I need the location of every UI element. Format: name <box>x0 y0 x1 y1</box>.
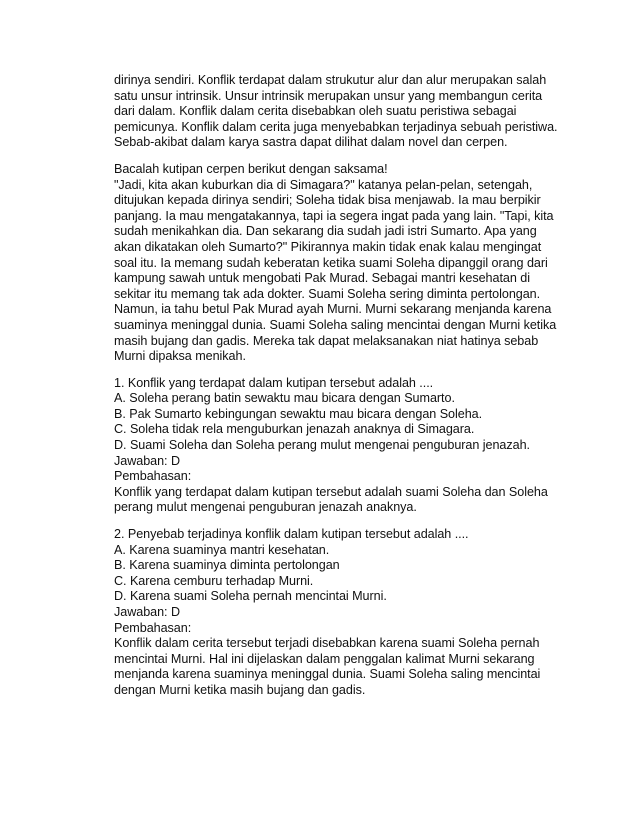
text-line: kampung sawah untuk mengobati Pak Murad. Sebagai mantri kesehatan di <box>114 271 530 286</box>
intro-paragraph <box>114 73 558 151</box>
text-line: "Jadi, kita akan kuburkan dia di Simagara?" katanya pelan-pelan, setengah, <box>114 177 533 192</box>
question-text: 1. Konflik yang terdapat dalam kutipan tersebut adalah .... <box>114 375 434 390</box>
question-1-block <box>114 375 548 516</box>
paragraph-gap <box>114 365 534 376</box>
text-line: masih bujang dan gadis. Mereka tak dapat melaksanakan niat hatinya sebab <box>114 333 539 348</box>
text-line: panjang. Ia mau mengatakannya, tapi ia segera ingat pada yang lain. "Tapi, kita <box>114 208 554 223</box>
text-line: akan dikatakan oleh Sumarto?" Pikirannya makin tidak enak kalau mengingat <box>114 239 542 254</box>
document-page <box>114 73 558 699</box>
answer-option: D. Karena suami Soleha pernah mencintai Murni. <box>114 589 387 604</box>
answer-option: C. Karena cemburu terhadap Murni. <box>114 573 314 588</box>
explanation-heading: Pembahasan: <box>114 469 192 484</box>
text-line: ditujukan kepada dirinya sendiri; Soleha tidak bisa menjawab. Ia mau berpikir <box>114 193 541 208</box>
answer-option: A. Soleha perang batin sewaktu mau bicara dengan Sumarto. <box>114 391 455 406</box>
explanation-text: dengan Murni ketika masih bujang dan gadis. <box>114 682 366 697</box>
text-line: satu unsur intrinsik. Unsur intrinsik merupakan unsur yang membangun cerita <box>114 88 543 103</box>
question-2-block <box>114 527 541 699</box>
answer-key: Jawaban: D <box>114 605 181 619</box>
explanation-heading: Pembahasan: <box>114 620 192 635</box>
text-line: pemicunya. Konflik dalam cerita juga menyebabkan terjadinya sebuah peristiwa. <box>114 119 558 134</box>
text-line: soal itu. Ia memang sudah keberatan ketika suami Soleha dipanggil orang dari <box>114 255 548 270</box>
text-line: Bacalah kutipan cerpen berikut dengan saksama! <box>114 161 388 176</box>
text-line: Murni dipaksa menikah. <box>114 349 246 364</box>
answer-option: D. Suami Soleha dan Soleha perang mulut mengenai penguburan jenazah. <box>114 438 530 453</box>
text-line: sudah menikahkan dia. Dan sekarang dia sudah jadi istri Sumarto. Apa yang <box>114 224 537 239</box>
explanation-text: menjanda karena suaminya meninggal dunia. Suami Soleha saling mencintai <box>114 667 541 682</box>
answer-option: C. Soleha tidak rela menguburkan jenazah anaknya di Simagara. <box>114 422 475 437</box>
explanation-text: Konflik dalam cerita tersebut terjadi disebabkan karena suami Soleha pernah <box>114 636 540 651</box>
text-line: dari dalam. Konflik dalam cerita disebabkan oleh suatu peristiwa sebagai <box>114 104 517 119</box>
paragraph-gap <box>114 516 534 527</box>
text-line: dirinya sendiri. Konflik terdapat dalam strukutur alur dan alur merupakan salah <box>114 73 547 87</box>
answer-option: A. Karena suaminya mantri kesehatan. <box>114 542 330 557</box>
text-line: sekitar itu memang tak ada dokter. Suami Soleha sering diminta pertolongan. <box>114 286 541 301</box>
excerpt-paragraph <box>114 161 557 365</box>
text-line: suaminya meninggal dunia. Suami Soleha saling mencintai dengan Murni ketika <box>114 317 557 332</box>
explanation-text: mencintai Murni. Hal ini dijelaskan dalam penggalan kalimat Murni sekarang <box>114 651 535 666</box>
explanation-text: Konflik yang terdapat dalam kutipan tersebut adalah suami Soleha dan Soleha <box>114 484 548 499</box>
answer-key: Jawaban: D <box>114 453 181 468</box>
question-text: 2. Penyebab terjadinya konflik dalam kutipan tersebut adalah .... <box>114 527 469 542</box>
answer-option: B. Karena suaminya diminta pertolongan <box>114 558 340 573</box>
paragraph-gap <box>114 151 534 162</box>
explanation-text: perang mulut mengenai penguburan jenazah anaknya. <box>114 500 417 515</box>
text-line: Sebab-akibat dalam karya sastra dapat dilihat dalam novel dan cerpen. <box>114 135 508 150</box>
answer-option: B. Pak Sumarto kebingungan sewaktu mau bicara dengan Soleha. <box>114 406 483 421</box>
text-line: Namun, ia tahu betul Pak Murad ayah Murni. Murni sekarang menjanda karena <box>114 302 552 317</box>
